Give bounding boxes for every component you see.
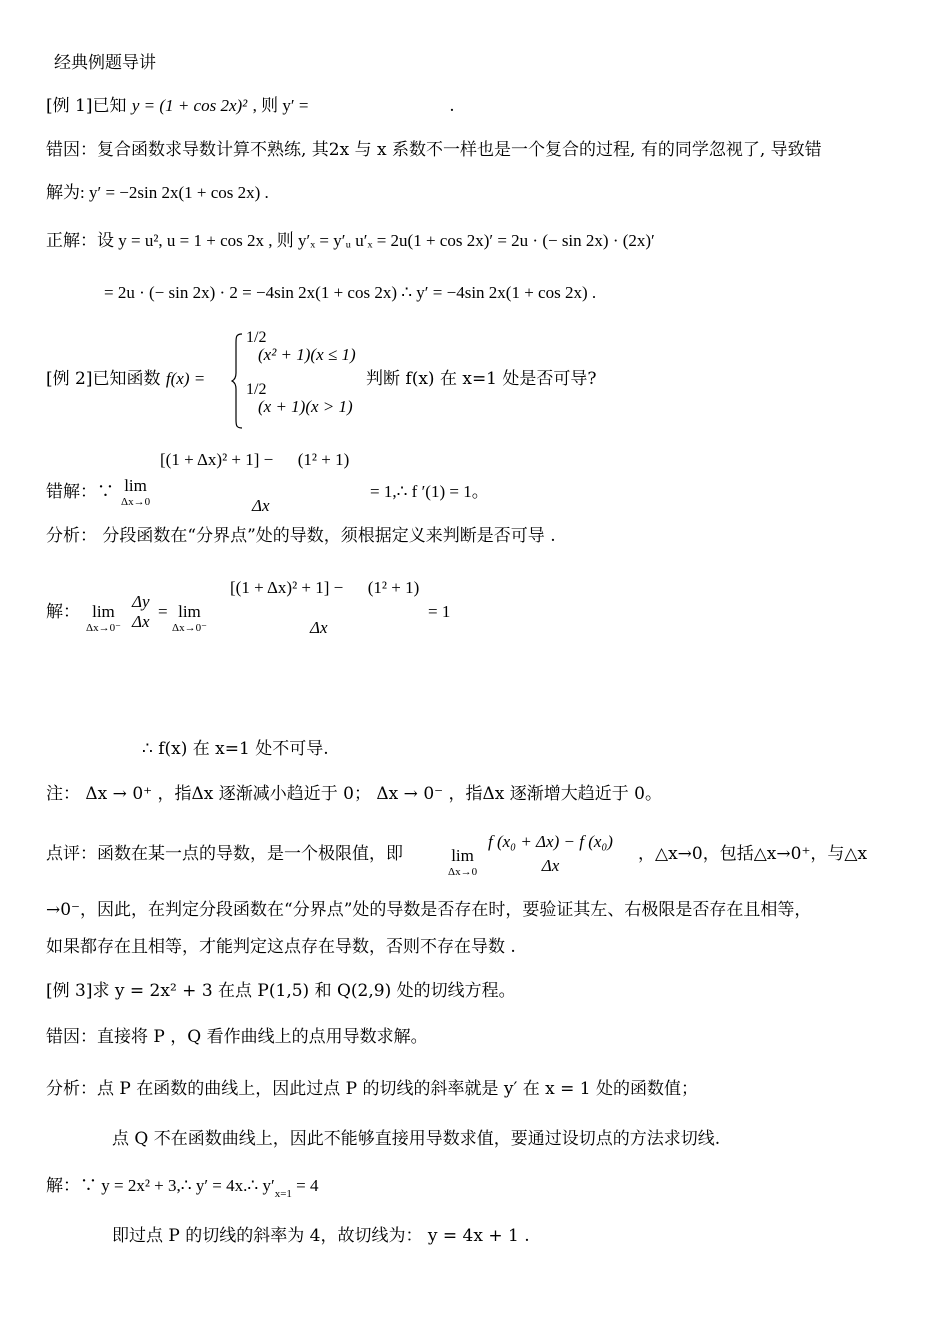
example3-analysis1: 分析：点 P 在函数的曲线上，因此过点 P 的切线的斜率就是 y′ 在 x = 1 处的函数值；	[46, 1079, 699, 1099]
comment-limit-sub: Δx→0	[448, 866, 478, 879]
wrong-denominator: Δx	[252, 496, 270, 515]
example3-solution-sub: x=1	[274, 1188, 292, 1200]
comment-fraction	[488, 832, 613, 877]
case1-expression: (x² + 1)(x ≤ 1)	[258, 345, 356, 364]
wrong-result: = 1,∴ f ′(1) = 1。	[370, 482, 489, 501]
comment-denominator: Δx	[541, 856, 560, 876]
wrong-limit	[121, 476, 150, 510]
comment-line2: →0⁻，因此，在判定分段函数在“分界点”处的导数是否存在时，要验证其左、右极限是否存在且相等，	[46, 900, 812, 920]
case2-expression: (x + 1)(x > 1)	[258, 397, 353, 416]
case2-frac-text: 1/2	[246, 381, 267, 398]
example1-wrong-solution: 解为: y′ = −2sin 2x(1 + cos 2x) .	[46, 183, 269, 202]
example3-statement: [例 3]求 y = 2x² + 3 在点 P(1,5) 和 Q(2,9) 处的切线方程。	[46, 981, 516, 1001]
example2-wrong-label: 错解：∵	[46, 482, 114, 502]
example2-solution-label: 解：	[46, 602, 80, 622]
example3-solution	[46, 1176, 319, 1201]
dy-over-dx	[132, 592, 150, 633]
solution-limit-1-word: lim	[92, 602, 115, 621]
comment-numerator: f (x₀ + Δx) − f (x₀)	[488, 832, 613, 851]
example3-solution-text: 解：∵ y = 2x² + 3,∴ y′ = 4x.∴ y′	[46, 1176, 275, 1195]
solution-limit-2	[172, 602, 207, 636]
dx-text: Δx	[132, 612, 150, 632]
example2-label	[46, 369, 205, 389]
solution-numerator	[230, 578, 419, 598]
example1-error-reason: 错因：复合函数求导数计算不熟练, 其2x 与 x 系数不一样也是一个复合的过程, 有的同学忽视了, 导致错	[46, 140, 822, 160]
example1-correct-line1: 正解：设 y = u², u = 1 + cos 2x , 则 y′ₓ = y′ᵤ u′ₓ = 2u(1 + cos 2x)′ = 2u · (− sin 2x) · (2x)′	[46, 231, 655, 250]
comment-text-b: ，△x→0，包括△x→0⁺，与△x	[638, 844, 868, 864]
solution-limit-1	[86, 602, 121, 636]
example2-conclusion: ∴ f(x) 在 x=1 处不可导.	[142, 739, 329, 759]
comment-limit	[448, 846, 477, 880]
solution-limit-1-sub: Δx→0⁻	[86, 622, 121, 635]
example2-question: 判断 f(x) 在 x=1 处是否可导?	[366, 369, 597, 389]
comment-limit-word: lim	[451, 846, 474, 865]
example1-equation: y = (1 + cos 2x)²	[131, 96, 248, 115]
example2-label-text: [例 2]已知函数	[46, 369, 161, 389]
example1-label: [例 1]已知	[46, 96, 127, 116]
equals-sign: =	[158, 602, 168, 621]
comment-line3: 如果都存在且相等，才能判定这点存在导数，否则不存在导数 .	[46, 937, 516, 957]
example2-fx: f(x) =	[165, 369, 206, 388]
wrong-limit-word: lim	[124, 476, 147, 495]
example1-tail: , 则 y′ =	[252, 96, 309, 115]
example1-statement	[46, 96, 455, 116]
solution-limit-2-word: lim	[178, 602, 201, 621]
wrong-numerator	[160, 450, 349, 470]
solution-numerator-a: [(1 + Δx)² + 1] −	[230, 578, 344, 597]
case1-frac	[246, 330, 270, 346]
case1-frac-text: 1/2	[246, 329, 267, 346]
example1-end: .	[449, 96, 455, 116]
example3-solution2: 即过点 P 的切线的斜率为 4，故切线为： y = 4x + 1 .	[112, 1226, 530, 1246]
solution-result: = 1	[428, 602, 451, 621]
wrong-numerator-a: [(1 + Δx)² + 1] −	[160, 450, 274, 469]
solution-limit-2-sub: Δx→0⁻	[172, 622, 207, 635]
example3-solution-end: = 4	[296, 1176, 319, 1195]
wrong-limit-sub: Δx→0	[121, 496, 151, 509]
example1-correct-line2: = 2u · (− sin 2x) · 2 = −4sin 2x(1 + cos 2x) ∴ y′ = −4sin 2x(1 + cos 2x) .	[104, 283, 597, 302]
section-heading: 经典例题导讲	[54, 53, 156, 73]
wrong-numerator-b: (1² + 1)	[297, 450, 350, 469]
example2-analysis: 分析： 分段函数在“分界点”处的导数，须根据定义来判断是否可导 .	[46, 526, 556, 546]
example3-error-reason: 错因：直接将 P ，Q 看作曲线上的点用导数求解。	[46, 1027, 428, 1047]
example3-analysis2: 点 Q 不在函数曲线上，因此不能够直接用导数求值，要通过设切点的方法求切线.	[112, 1129, 721, 1149]
comment-text-a: 点评：函数在某一点的导数，是一个极限值，即	[46, 844, 403, 864]
solution-denominator: Δx	[310, 618, 328, 637]
case2-frac	[246, 382, 270, 398]
example2-note: 注： Δx → 0⁺ ，指Δx 逐渐减小趋近于 0； Δx → 0⁻ ，指Δx 逐渐增大趋近于 0。	[46, 784, 662, 804]
solution-numerator-b: (1² + 1)	[367, 578, 420, 597]
dy-text: Δy	[132, 592, 150, 611]
piecewise-brace	[231, 333, 243, 429]
